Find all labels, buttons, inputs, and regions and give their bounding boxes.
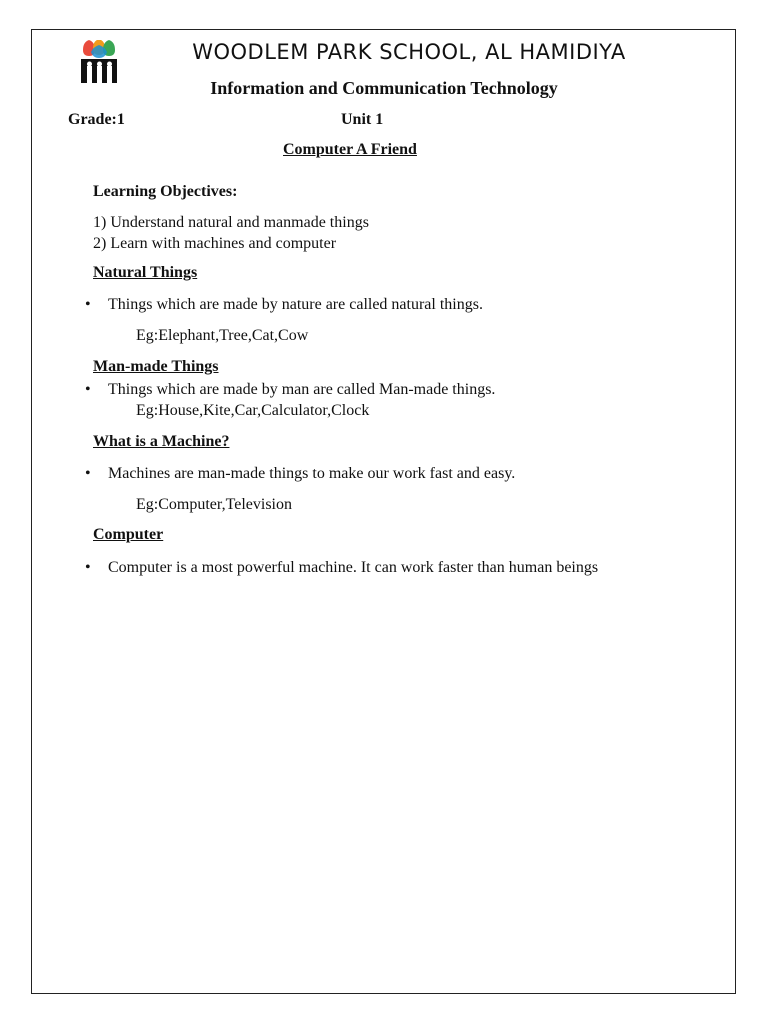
bullet-icon: • xyxy=(85,381,91,398)
machine-heading: What is a Machine? xyxy=(93,433,230,450)
subject-title: Information and Communication Technology xyxy=(210,78,558,98)
bullet-icon: • xyxy=(85,296,91,313)
objective-item-1: 1) Understand natural and manmade things xyxy=(93,214,369,231)
bullet-icon: • xyxy=(85,465,91,482)
school-name: WOODLEM PARK SCHOOL, AL HAMIDIYA xyxy=(192,40,626,64)
computer-heading: Computer xyxy=(93,526,164,543)
list-item xyxy=(85,381,496,399)
list-item xyxy=(85,465,516,483)
manmade-things-heading: Man-made Things xyxy=(93,358,219,375)
grade-label: Grade:1 xyxy=(68,111,125,128)
natural-things-example: Eg:Elephant,Tree,Cat,Cow xyxy=(136,327,309,344)
manmade-things-example: Eg:House,Kite,Car,Calculator,Clock xyxy=(136,402,370,419)
natural-things-heading: Natural Things xyxy=(93,264,198,281)
manmade-things-text: Things which are made by man are called Man-made things. xyxy=(108,381,496,398)
machine-example: Eg:Computer,Television xyxy=(136,496,292,513)
unit-label: Unit 1 xyxy=(341,111,384,128)
objectives-heading: Learning Objectives: xyxy=(93,183,238,200)
list-item xyxy=(85,559,599,577)
machine-text: Machines are man-made things to make our work fast and easy. xyxy=(108,465,516,482)
natural-things-text: Things which are made by nature are called natural things. xyxy=(108,296,483,313)
list-item xyxy=(85,296,483,314)
computer-text: Computer is a most powerful machine. It can work faster than human beings xyxy=(108,559,599,576)
objective-item-2: 2) Learn with machines and computer xyxy=(93,235,337,252)
topic-title: Computer A Friend xyxy=(283,141,417,158)
bullet-icon: • xyxy=(85,559,91,576)
